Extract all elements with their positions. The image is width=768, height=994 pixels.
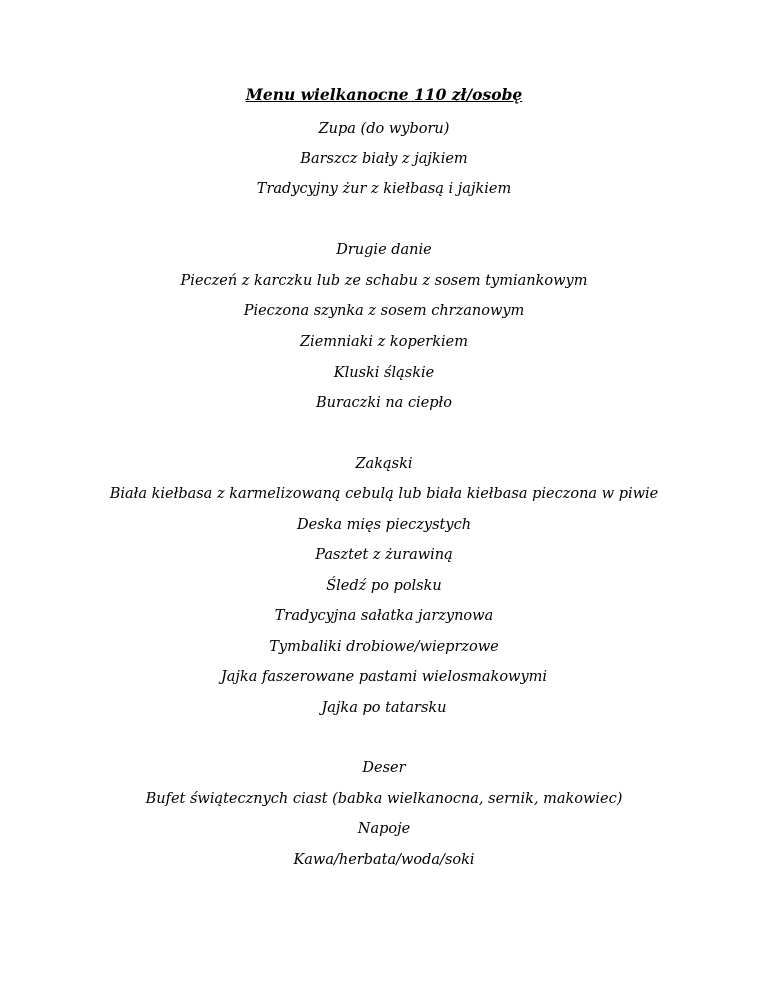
menu-item: Ziemniaki z koperkiem — [299, 334, 468, 350]
menu-item: Tymbaliki drobiowe/wieprzowe — [269, 639, 499, 655]
section-heading-main-course: Drugie danie — [336, 242, 432, 258]
menu-title: Menu wielkanocne 110 zł/osobę — [245, 85, 523, 104]
menu-item: Barszcz biały z jajkiem — [300, 151, 468, 167]
menu-item: Śledź po polsku — [326, 578, 442, 594]
menu-item: Bufet świątecznych ciast (babka wielkanocna, sernik, makowiec) — [145, 791, 623, 807]
section-heading-appetizers: Zakąski — [355, 456, 413, 472]
menu-item: Jajka po tatarsku — [321, 700, 447, 716]
menu-item: Tradycyjna sałatka jarzynowa — [274, 608, 494, 624]
section-heading-soup: Zupa (do wyboru) — [318, 121, 450, 137]
menu-item: Buraczki na ciepło — [315, 395, 452, 411]
menu-item: Deska mięs pieczystych — [296, 517, 472, 533]
menu-item: Pieczeń z karczku lub ze schabu z sosem tymiankowym — [180, 273, 588, 289]
menu-item: Pasztet z żurawiną — [315, 547, 453, 563]
section-heading-dessert: Deser — [362, 760, 406, 776]
section-heading-drinks: Napoje — [357, 821, 411, 837]
menu-item: Tradycyjny żur z kiełbasą i jajkiem — [256, 181, 512, 197]
menu-item: Pieczona szynka z sosem chrzanowym — [243, 303, 525, 319]
menu-item: Kluski śląskie — [333, 365, 435, 381]
menu-item: Kawa/herbata/woda/soki — [293, 852, 475, 868]
menu-item: Biała kiełbasa z karmelizowaną cebulą lub biała kiełbasa pieczona w piwie — [109, 486, 659, 502]
menu-item: Jajka faszerowane pastami wielosmakowymi — [220, 669, 548, 685]
